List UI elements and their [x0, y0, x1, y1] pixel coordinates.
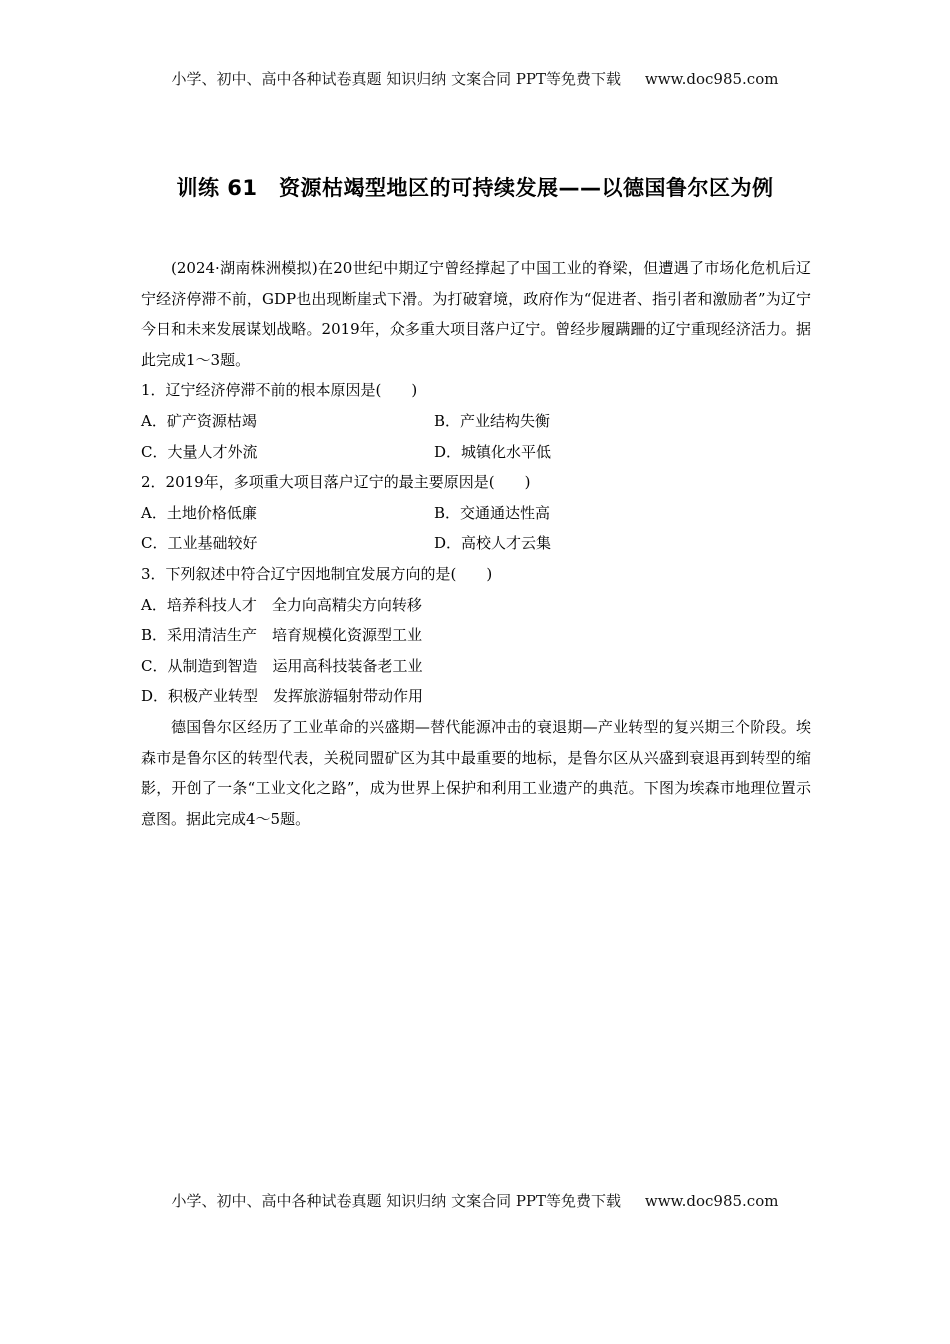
- page-title: 训练 61 资源枯竭型地区的可持续发展——以德国鲁尔区为例: [176, 176, 774, 200]
- intro-passage-liaoning: (2024·湖南株洲模拟)在20世纪中期辽宁曾经撑起了中国工业的脊梁，但遭遇了市场化危机后辽宁经济停滞不前，GDP也出现断崖式下滑。为打破窘境，政府作为“促进者、指引者和激励者”为辽宁今日和未来发展谋划战略。2019年，众多重大项目落户辽宁。曾经步履蹒跚的辽宁重现经济活力。据此完成1～3题。: [141, 259, 811, 369]
- question-2-options-row-1: [141, 498, 811, 529]
- question-3-stem: 3．下列叙述中符合辽宁因地制宜发展方向的是( ): [141, 564, 493, 583]
- question-3-option-b: B．采用清洁生产 培育规模化资源型工业: [141, 626, 423, 645]
- question-1-stem: 1．辽宁经济停滞不前的根本原因是( ): [141, 381, 418, 400]
- question-1-option-d: D．城镇化水平低: [434, 442, 552, 461]
- question-2-option-c: C．工业基础较好: [141, 534, 258, 553]
- question-2-option-b: B．交通通达性高: [434, 503, 551, 522]
- page-footer: 小学、初中、高中各种试卷真题 知识归纳 文案合同 PPT等免费下载 www.doc985.com: [171, 1192, 779, 1210]
- page-header: 小学、初中、高中各种试卷真题 知识归纳 文案合同 PPT等免费下载 www.doc985.com: [171, 70, 779, 88]
- question-1-option-c: C．大量人才外流: [141, 442, 258, 461]
- question-1-options-row-1: [141, 406, 811, 437]
- question-2-options-row-2: [141, 528, 811, 559]
- question-3-option-c: C．从制造到智造 运用高科技装备老工业: [141, 656, 423, 675]
- question-3-option-d: D．积极产业转型 发挥旅游辐射带动作用: [141, 687, 424, 706]
- question-1-options-row-2: [141, 437, 811, 468]
- document-body: [141, 253, 811, 834]
- intro-passage-ruhr: 德国鲁尔区经历了工业革命的兴盛期—替代能源冲击的衰退期—产业转型的复兴期三个阶段。埃森市是鲁尔区的转型代表，关税同盟矿区为其中最重要的地标，是鲁尔区从兴盛到衰退再到转型的缩影，开创了一条“工业文化之路”，成为世界上保护和利用工业遗产的典范。下图为埃森市地理位置示意图。据此完成4～5题。: [141, 717, 811, 828]
- question-2-option-d: D．高校人才云集: [434, 534, 552, 553]
- question-3-option-a: A．培养科技人才 全力向高精尖方向转移: [141, 595, 422, 614]
- question-2-stem: 2．2019年，多项重大项目落户辽宁的最主要原因是( ): [141, 473, 531, 492]
- question-2-option-a: A．土地价格低廉: [141, 503, 257, 522]
- question-1-option-b: B．产业结构失衡: [434, 411, 551, 430]
- question-1-option-a: A．矿产资源枯竭: [141, 411, 257, 430]
